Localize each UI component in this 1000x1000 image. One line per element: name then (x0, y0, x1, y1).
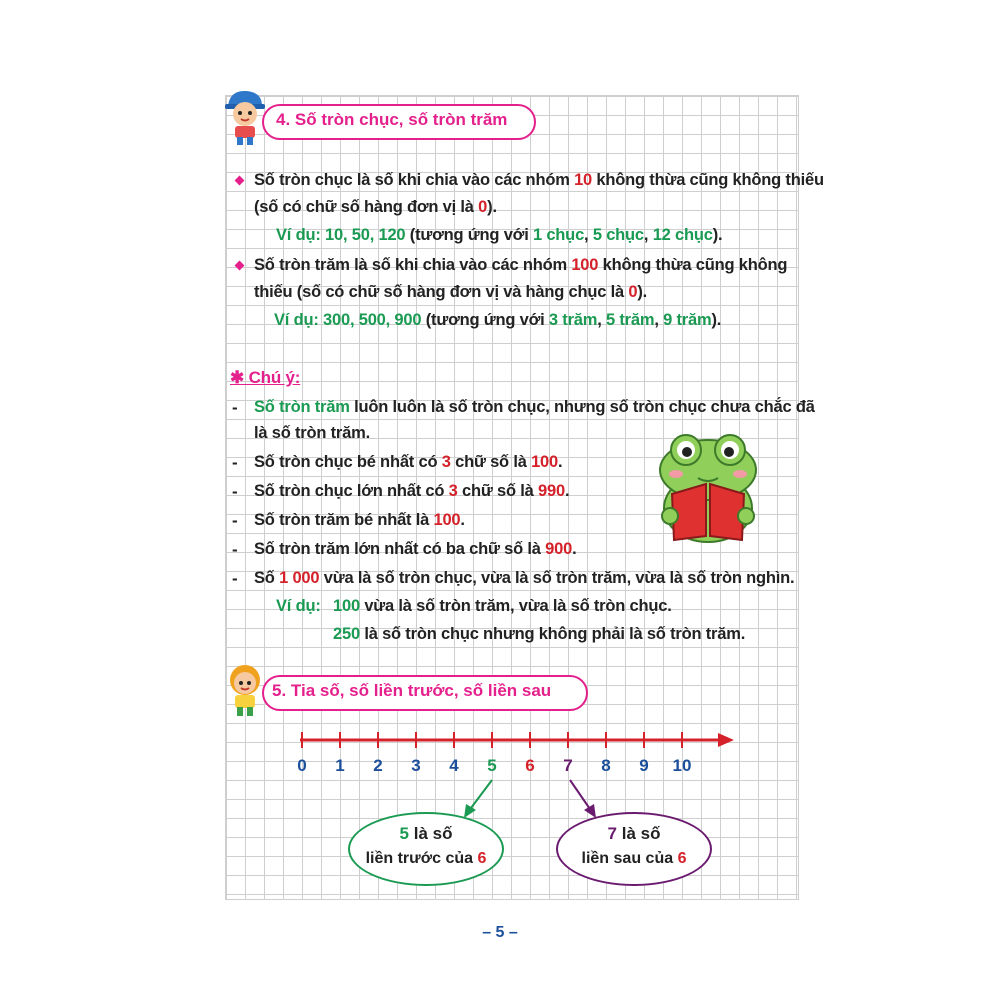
example-round-tens: Ví dụ: 10, 50, 120 (tương ứng với 1 chục, 5 chục, 12 chục). (276, 226, 723, 244)
number-line-label-10: 10 (672, 756, 692, 775)
note-example2: 250 là số tròn chục nhưng không phải là số tròn trăm. (333, 625, 746, 643)
number-line-label-1: 1 (335, 756, 345, 775)
dash-marker: - (232, 540, 238, 559)
dash-marker: - (232, 569, 238, 588)
note-line1-cont: là số tròn trăm. (254, 424, 370, 442)
note-line3: Số tròn chục lớn nhất có 3 chữ số là 990. (254, 482, 570, 500)
rule-round-tens-line1: Số tròn chục là số khi chia vào các nhóm 10 không thừa cũng không thiếu (254, 171, 824, 189)
page-number: – 5 – (482, 924, 518, 941)
bubble-predecessor-line1: 5 là số (399, 824, 453, 843)
number-line-label-8: 8 (601, 756, 611, 775)
bubble-predecessor (348, 812, 504, 886)
rule-round-hundreds-line2: thiếu (số có chữ số hàng đơn vị và hàng chục là 0). (254, 283, 648, 301)
bubble-successor-line1: 7 là số (607, 824, 661, 843)
note-line6: Số 1 000 vừa là số tròn chục, vừa là số tròn trăm, vừa là số tròn nghìn. (254, 569, 795, 587)
bubble-successor-line2: liền sau của 6 (581, 850, 687, 867)
bubble-successor (556, 812, 712, 886)
number-line (290, 725, 740, 755)
note-example1: 100 vừa là số tròn trăm, vừa là số tròn chục. (333, 597, 672, 615)
example-round-hundreds: Ví dụ: 300, 500, 900 (tương ứng với 3 trăm, 5 trăm, 9 trăm). (274, 311, 722, 329)
number-line-label-6: 6 (525, 756, 535, 775)
section5-title: 5. Tia số, số liền trước, số liền sau (272, 681, 552, 700)
boy-mascot-icon (222, 88, 268, 146)
note-line5: Số tròn trăm lớn nhất có ba chữ số là 900. (254, 540, 577, 558)
dash-marker: - (232, 398, 238, 417)
number-line-label-7: 7 (563, 756, 573, 775)
dash-marker: - (232, 453, 238, 472)
number-line-label-9: 9 (639, 756, 649, 775)
note-example-label: Ví dụ: (276, 597, 321, 615)
number-line-label-4: 4 (449, 756, 459, 775)
rule-round-hundreds-line1: Số tròn trăm là số khi chia vào các nhóm 100 không thừa cũng không (254, 256, 788, 274)
girl-mascot-icon (224, 660, 266, 718)
note-heading: ✱ Chú ý: (230, 368, 301, 387)
section4-title: 4. Số tròn chục, số tròn trăm (276, 110, 508, 129)
note-line2: Số tròn chục bé nhất có 3 chữ số là 100. (254, 453, 563, 471)
frog-reading-icon (650, 428, 766, 546)
number-line-label-5: 5 (487, 756, 497, 775)
bubble-predecessor-line2: liền trước của 6 (365, 850, 487, 867)
rule-round-tens-line2: (số có chữ số hàng đơn vị là 0). (254, 198, 497, 216)
number-line-label-3: 3 (411, 756, 421, 775)
dash-marker: - (232, 511, 238, 530)
note-line4: Số tròn trăm bé nhất là 100. (254, 511, 465, 529)
number-line-label-0: 0 (297, 756, 307, 775)
number-line-label-2: 2 (373, 756, 383, 775)
note-line1: Số tròn trăm luôn luôn là số tròn chục, nhưng số tròn chục chưa chắc đã (254, 398, 815, 416)
dash-marker: - (232, 482, 238, 501)
